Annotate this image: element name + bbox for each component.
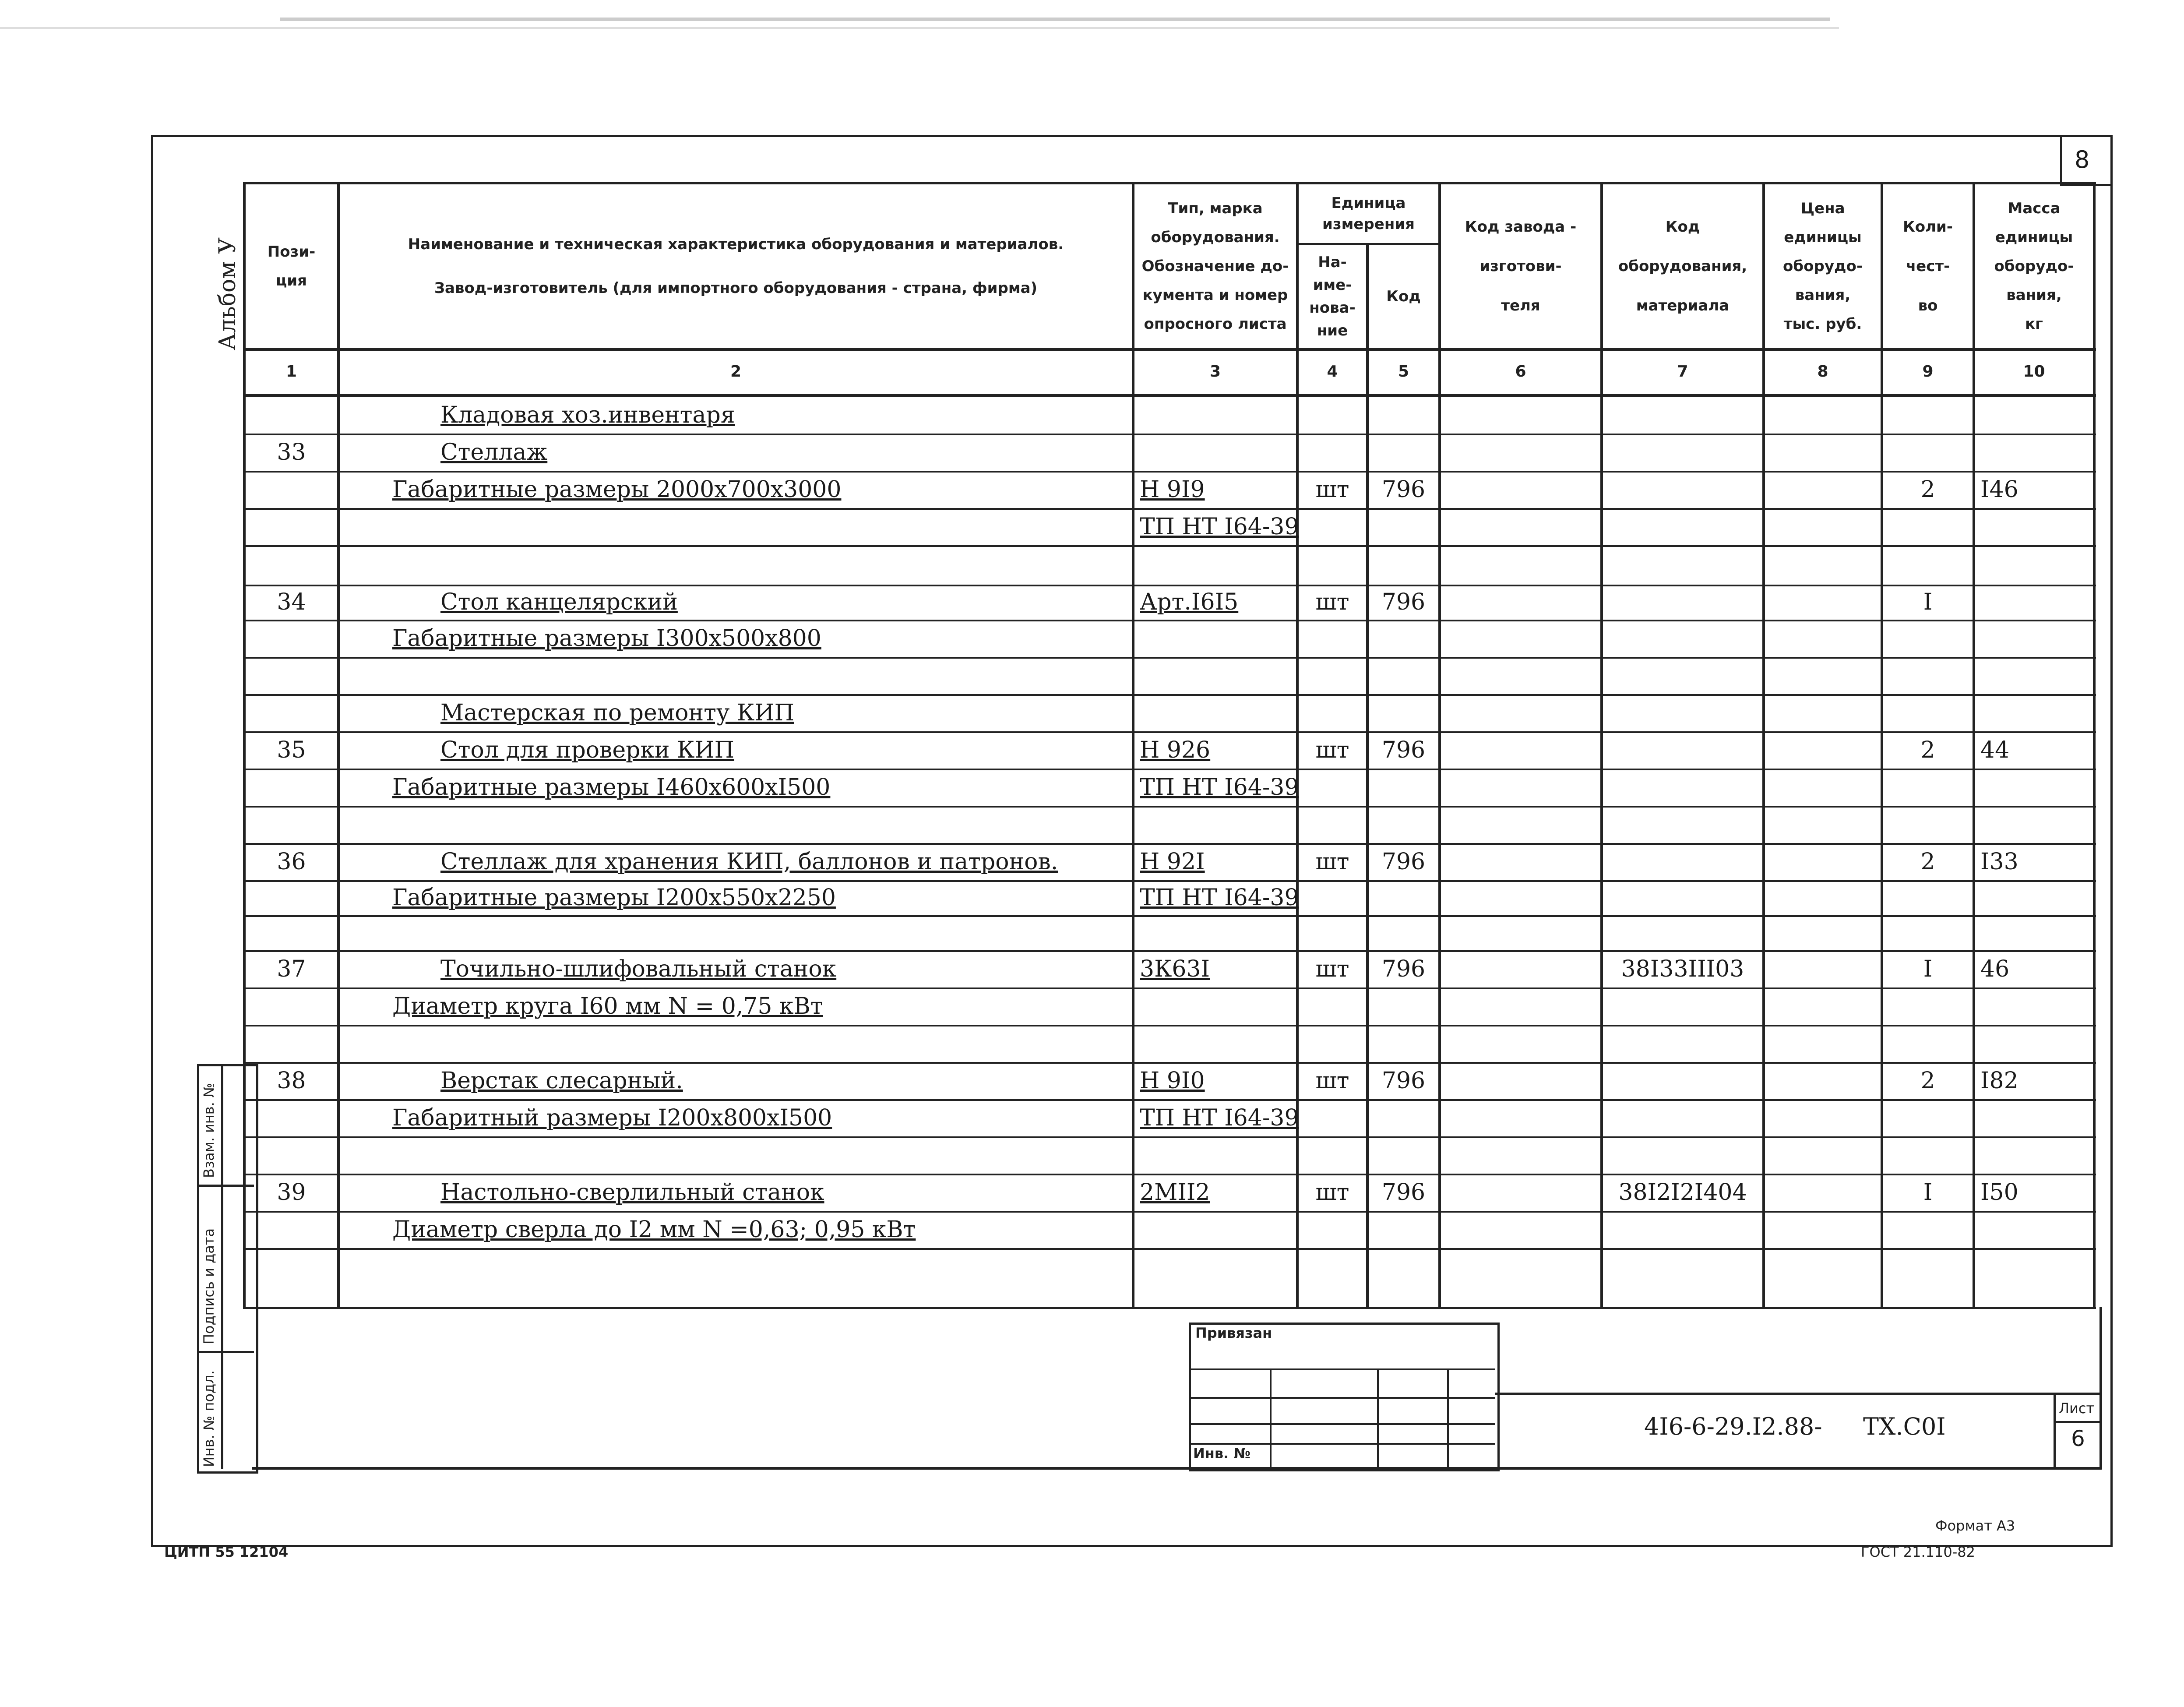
scan-top-line (280, 18, 1830, 21)
row-line (243, 508, 2096, 510)
cell-unit: шт (1315, 1179, 1349, 1206)
cell-qty: I (1923, 589, 1933, 615)
list-label: Лист (2059, 1400, 2095, 1417)
cell-qty: 2 (1920, 476, 1935, 503)
cell-type: 2МII2 (1140, 1179, 1210, 1206)
cell-equip-code: 38I2I2I404 (1618, 1179, 1747, 1206)
privyazan-v2 (1377, 1368, 1379, 1467)
header-mass: Масса единицы оборудо- вания, кг (1994, 200, 2074, 333)
vline-4 (1366, 243, 1369, 1307)
row-line (243, 1211, 2096, 1213)
vline-6 (1600, 182, 1603, 1307)
cell-mass: I33 (1980, 848, 2018, 875)
vline-9 (1973, 182, 1975, 1307)
cell-qty: I (1923, 956, 1933, 982)
side-stamp-vline (221, 1064, 223, 1469)
footer-format: Формат А3 (1935, 1517, 2015, 1534)
cell-code: 796 (1381, 1179, 1426, 1206)
cell-code: 796 (1381, 589, 1426, 615)
privyazan-h4 (1189, 1443, 1495, 1445)
row-line (243, 471, 2096, 473)
cell-type: Н 9I0 (1140, 1067, 1205, 1094)
cell-unit: шт (1315, 956, 1349, 982)
row-line (243, 545, 2096, 547)
cell-pos: 34 (277, 589, 306, 615)
cell-type: ТП НТ I64-39 (1140, 1104, 1299, 1131)
colnum-10: 10 (2023, 363, 2045, 381)
colnum-5: 5 (1398, 363, 1409, 381)
cell-name: Диаметр круга I60 мм N = 0,75 кВт (392, 993, 823, 1019)
header-unit: Единица измерения (1322, 194, 1415, 233)
doc-suffix: ТХ.С0I (1863, 1413, 1946, 1440)
cell-qty: 2 (1920, 848, 1935, 875)
cell-equip-code: 38I33III03 (1621, 956, 1744, 982)
cell-type: ТП НТ I64-39 (1140, 885, 1299, 911)
cell-name: Кладовая хоз.инвентаря (440, 402, 735, 428)
row-line (243, 434, 2096, 435)
colnum-2: 2 (730, 363, 742, 381)
vline-7 (1762, 182, 1765, 1307)
header-bottom-line (243, 348, 2096, 351)
header-type: Тип, марка оборудования. Обозначение до- кумента и номер опросного листа (1141, 200, 1289, 333)
titleblock-bottom-line (252, 1467, 2102, 1470)
row-line (243, 769, 2096, 770)
privyazan-h1 (1189, 1368, 1495, 1370)
cell-type: ТП НТ I64-39 (1140, 774, 1299, 801)
row-line (243, 620, 2096, 621)
cell-pos: 33 (277, 439, 306, 466)
cell-mass: I50 (1980, 1179, 2018, 1206)
cell-mass: I46 (1980, 476, 2018, 503)
row-line (243, 843, 2096, 845)
colnum-1: 1 (285, 363, 297, 381)
side-stamp-line-2 (197, 1351, 254, 1353)
cell-mass: I82 (1980, 1067, 2018, 1094)
cell-name: Габаритные размеры 2000х700х3000 (392, 476, 842, 503)
cell-pos: 36 (277, 848, 306, 875)
album-label: Альбом У (215, 237, 241, 350)
vline-1 (337, 182, 340, 1307)
inv-no-label: Инв. № (1193, 1445, 1251, 1462)
cell-type: Н 9I9 (1140, 476, 1205, 503)
header-unit-code: Код (1386, 288, 1421, 305)
cell-type: Арт.I6I5 (1140, 589, 1239, 615)
cell-unit: шт (1315, 1067, 1349, 1094)
header-equipment-code: Код оборудования, материала (1618, 218, 1747, 314)
cell-name: Настольно-сверлильный станок (440, 1179, 824, 1206)
cell-name: Габаритные размеры I200х550х2250 (392, 885, 836, 911)
row-line (243, 880, 2096, 882)
footer-gost: ГОСТ 21.110-82 (1861, 1544, 1975, 1560)
row-line (243, 1062, 2096, 1064)
cell-code: 796 (1381, 848, 1426, 875)
colnum-3: 3 (1209, 363, 1221, 381)
row-line (243, 1025, 2096, 1026)
cell-name: Стеллаж для хранения КИП, баллонов и патронов. (440, 848, 1058, 875)
cell-name: Диаметр сверла до I2 мм N =0,63; 0,95 кВт (392, 1216, 916, 1243)
doc-code: 4I6-6-29.I2.88- (1644, 1413, 1822, 1440)
colnum-bottom-line (243, 394, 2096, 397)
cell-name: Стол для проверки КИП (440, 737, 735, 763)
header-position: Пози- ция (267, 243, 316, 289)
cell-qty: I (1923, 1179, 1933, 1206)
row-line (243, 806, 2096, 808)
row-line (243, 1307, 2096, 1309)
row-line (243, 988, 2096, 989)
row-line (243, 1248, 2096, 1250)
cell-code: 796 (1381, 476, 1426, 503)
cell-code: 796 (1381, 1067, 1426, 1094)
cell-name: Стол канцелярский (440, 589, 678, 615)
header-name: Наименование и техническая характеристика оборудования и материалов. Завод-изготовитель (для импортного оборудования - страна, фирма) (408, 236, 1064, 297)
side-inv-podl-label: Инв. № подл. (201, 1370, 217, 1467)
cell-type: 3К63I (1140, 956, 1210, 982)
row-line (243, 657, 2096, 659)
cell-mass: 44 (1980, 737, 2010, 763)
doc-code-top-line (1495, 1393, 2102, 1395)
cell-unit: шт (1315, 848, 1349, 875)
footer-left: ЦИТП 55 12104 (164, 1544, 289, 1560)
header-manufacturer-code: Код завода - изготови- теля (1465, 218, 1577, 314)
cell-pos: 35 (277, 737, 306, 763)
privyazan-v1 (1270, 1368, 1272, 1467)
colnum-8: 8 (1817, 363, 1828, 381)
sheet-number-top: 8 (2075, 146, 2090, 173)
cell-name: Габаритный размеры I200х800хI500 (392, 1104, 832, 1131)
colnum-6: 6 (1515, 363, 1526, 381)
cell-unit: шт (1315, 589, 1349, 615)
side-podpis-label: Подпись и дата (201, 1228, 217, 1344)
scan-top-line-2 (0, 27, 1839, 29)
colnum-7: 7 (1677, 363, 1688, 381)
header-price: Цена единицы оборудо- вания, тыс. руб. (1783, 200, 1863, 333)
colnum-4: 4 (1327, 363, 1338, 381)
side-stamp-line-1 (197, 1185, 254, 1187)
row-line (243, 731, 2096, 733)
cell-name: Стеллаж (440, 439, 548, 466)
cell-pos: 39 (277, 1179, 306, 1206)
cell-name: Мастерская по ремонту КИП (440, 699, 794, 726)
row-line (243, 1174, 2096, 1175)
list-number: 6 (2071, 1426, 2085, 1451)
row-line (243, 585, 2096, 586)
cell-type: Н 92I (1140, 848, 1205, 875)
privyazan-v3 (1447, 1368, 1449, 1467)
list-box-line (2054, 1421, 2099, 1423)
vline-2 (1132, 182, 1134, 1307)
cell-qty: 2 (1920, 737, 1935, 763)
row-line (243, 694, 2096, 696)
header-unit-name: На- име- нова- ние (1309, 254, 1356, 339)
side-vzam-label: Взам. инв. № (201, 1083, 217, 1178)
cell-unit: шт (1315, 476, 1349, 503)
row-line (243, 1136, 2096, 1138)
cell-mass: 46 (1980, 956, 2010, 982)
cell-name: Точильно-шлифовальный станок (440, 956, 837, 982)
header-quantity: Коли- чест- во (1903, 218, 1953, 314)
cell-code: 796 (1381, 737, 1426, 763)
privyazan-h2 (1189, 1397, 1495, 1399)
row-line (243, 1099, 2096, 1101)
cell-name: Верстак слесарный. (440, 1067, 683, 1094)
cell-unit: шт (1315, 737, 1349, 763)
cell-qty: 2 (1920, 1067, 1935, 1094)
colnum-9: 9 (1922, 363, 1934, 381)
cell-type: ТП НТ I64-39 (1140, 513, 1299, 540)
cell-type: Н 926 (1140, 737, 1211, 763)
row-line (243, 950, 2096, 952)
cell-pos: 38 (277, 1067, 306, 1094)
row-line (243, 915, 2096, 917)
cell-name: Габаритные размеры I300х500х800 (392, 625, 821, 652)
privyazan-h3 (1189, 1423, 1495, 1425)
vline-5 (1438, 182, 1441, 1307)
cell-pos: 37 (277, 956, 306, 982)
privyazan-label: Привязан (1195, 1325, 1272, 1341)
cell-code: 796 (1381, 956, 1426, 982)
cell-name: Габаритные размеры I460х600хI500 (392, 774, 831, 801)
